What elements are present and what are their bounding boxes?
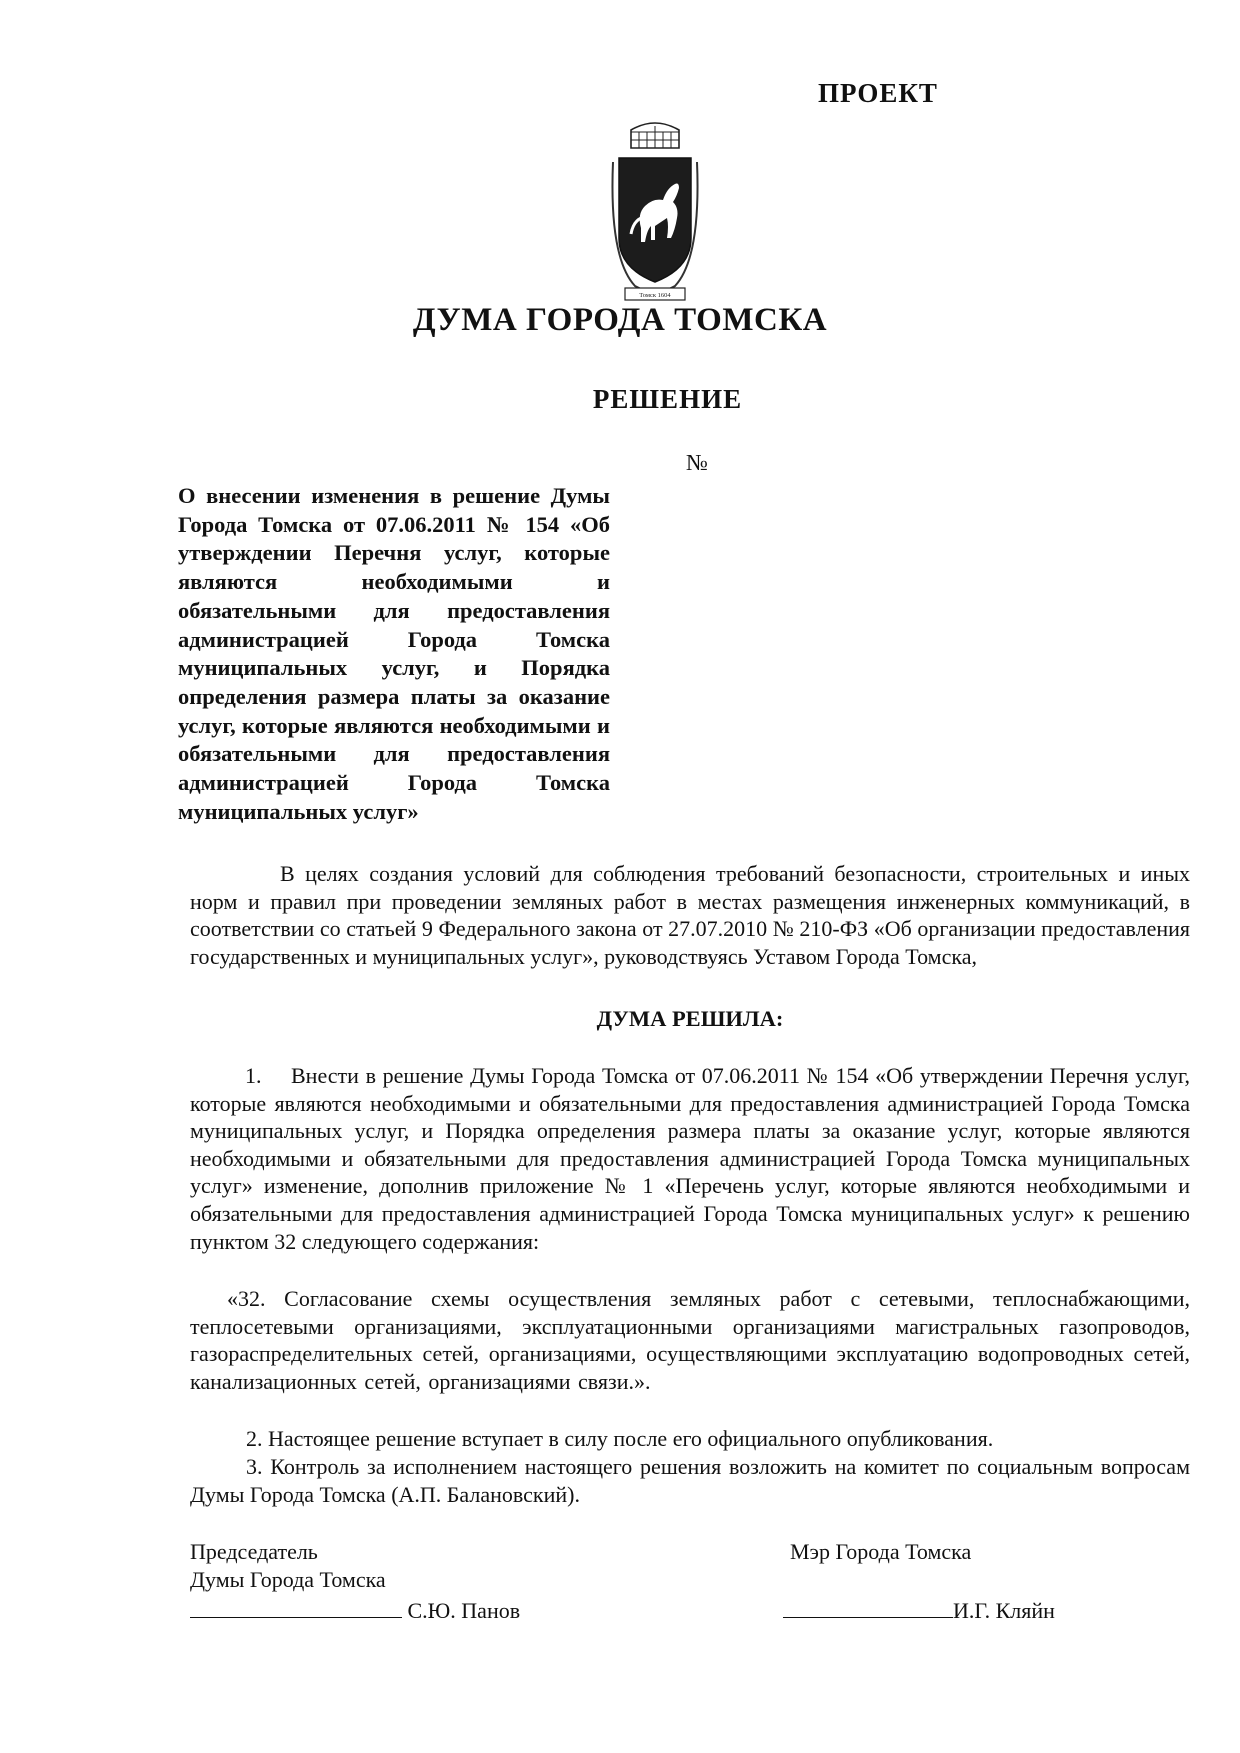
mayor-signature-line	[783, 1597, 1055, 1624]
document-number-label: №	[686, 450, 708, 475]
signature-underline	[190, 1597, 402, 1618]
resolved-heading: ДУМА РЕШИЛА:	[596, 1006, 784, 1031]
signature-underline	[783, 1597, 953, 1618]
clause-1-text: Внести в решение Думы Города Томска от 07.06.2011 № 154 «Об утверждении Перечня услуг, которые являются необходимыми и обязательными для предоставления администрацией Города Томска муниципальных услуг, и Порядка определения размера платы за оказание услуг, которые являются необходимыми и обязательными для предоставления администрацией Города Томска муниципальных услуг» изменение, дополнив приложение № 1 «Перечень услуг, которые являются необходимыми и обязательными для предоставления администрацией Города Томска муниципальных услуг» к решению пунктом 32 следующего содержания:	[190, 1063, 1190, 1254]
clause-3: 3. Контроль за исполнением настоящего решения возложить на комитет по социальным вопросам Думы Города Томска (А.П. Балановский).	[190, 1454, 1190, 1507]
mayor-name: И.Г. Кляйн	[953, 1598, 1055, 1623]
svg-text:Томск 1604: Томск 1604	[639, 292, 671, 299]
chair-signature-line	[190, 1597, 520, 1624]
crown-icon	[631, 123, 679, 148]
signature-block-chair	[190, 1538, 386, 1594]
organization-title: ДУМА ГОРОДА ТОМСКА	[412, 302, 828, 338]
clause-1-number: 1.	[245, 1063, 262, 1088]
chair-title-line-1: Председатель	[190, 1539, 318, 1564]
document-type: РЕШЕНИЕ	[592, 384, 743, 414]
chair-name: С.Ю. Панов	[407, 1598, 521, 1623]
mayor-title: Мэр Города Томска	[790, 1539, 972, 1564]
preamble-paragraph: В целях создания условий для соблюдения требований безопасности, строительных и иных норм и правил при проведении земляных работ в местах размещения инженерных коммуникаций, в соответствии со статьей 9 Федерального закона от 27.07.2010 № 210-ФЗ «Об организации предоставления государственных и муниципальных услуг», руководствуясь Уставом Города Томска,	[190, 861, 1190, 969]
document-subject: О внесении изменения в решение Думы Города Томска от 07.06.2011 № 154 «Об утверждении Перечня услуг, которые являются необходимыми и обязательными для предоставления администрацией Города Томска муниципальных услуг, и Порядка определения размера платы за оказание услуг, которые являются необходимыми и обязательными для предоставления администрацией Города Томска муниципальных услуг»	[178, 483, 610, 824]
clause-2: 2. Настоящее решение вступает в силу после его официального опубликования.	[246, 1426, 994, 1451]
tomsk-coat-of-arms-icon	[605, 118, 705, 308]
signature-block-mayor	[790, 1538, 971, 1566]
clause-1-quoted-item: «32. Согласование схемы осуществления земляных работ с сетевыми, теплоснабжающими, теплосетевыми организациями, эксплуатационными организациями магистральных газопроводов, газораспределительных сетей, организациями, осуществляющими эксплуатацию водопроводных сетей, канализационных сетей, организациями связи.».	[190, 1286, 1190, 1394]
chair-title-line-2: Думы Города Томска	[190, 1567, 386, 1592]
draft-label: ПРОЕКТ	[818, 78, 938, 108]
clause-1	[190, 1062, 1190, 1255]
